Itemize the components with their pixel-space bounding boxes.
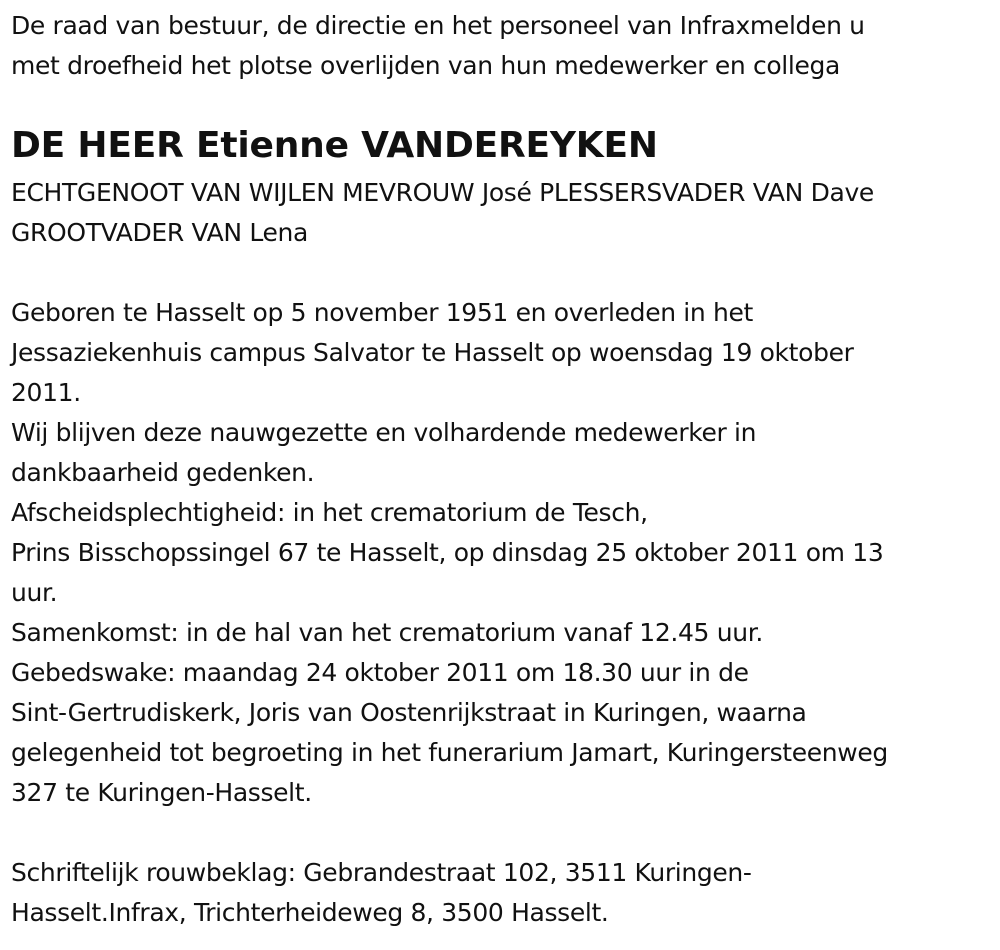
condolence-line: Hasselt.Infrax, Trichterheideweg 8, 3500 Hasselt. (11, 898, 609, 927)
body-line: gelegenheid tot begroeting in het funerarium Jamart, Kuringersteenweg (11, 738, 888, 767)
body-line: uur. (11, 578, 58, 607)
body-line: Gebedswake: maandag 24 oktober 2011 om 18.30 uur in de (11, 658, 749, 687)
relation-line: GROOTVADER VAN Lena (11, 218, 308, 247)
body-line: Jessaziekenhuis campus Salvator te Hasselt op woensdag 19 oktober (11, 338, 854, 367)
body-line: dankbaarheid gedenken. (11, 458, 315, 487)
intro-line: De raad van bestuur, de directie en het personeel van Infraxmelden u (11, 11, 865, 40)
body-line: 2011. (11, 378, 81, 407)
body-line: Wij blijven deze nauwgezette en volhardende medewerker in (11, 418, 757, 447)
intro-line: met droefheid het plotse overlijden van hun medewerker en collega (11, 51, 841, 80)
condolence-line: Schriftelijk rouwbeklag: Gebrandestraat 102, 3511 Kuringen- (11, 858, 752, 887)
body-line: Samenkomst: in de hal van het crematorium vanaf 12.45 uur. (11, 618, 763, 647)
body-line: Geboren te Hasselt op 5 november 1951 en overleden in het (11, 298, 753, 327)
body-line: 327 te Kuringen-Hasselt. (11, 778, 312, 807)
relation-line: ECHTGENOOT VAN WIJLEN MEVROUW José PLESSERSVADER VAN Dave (11, 178, 874, 207)
body-line: Sint-Gertrudiskerk, Joris van Oostenrijkstraat in Kuringen, waarna (11, 698, 807, 727)
body-line: Afscheidsplechtigheid: in het crematorium de Tesch, (11, 498, 648, 527)
deceased-name: DE HEER Etienne VANDEREYKEN (11, 125, 658, 166)
body-line: Prins Bisschopssingel 67 te Hasselt, op dinsdag 25 oktober 2011 om 13 (11, 538, 884, 567)
